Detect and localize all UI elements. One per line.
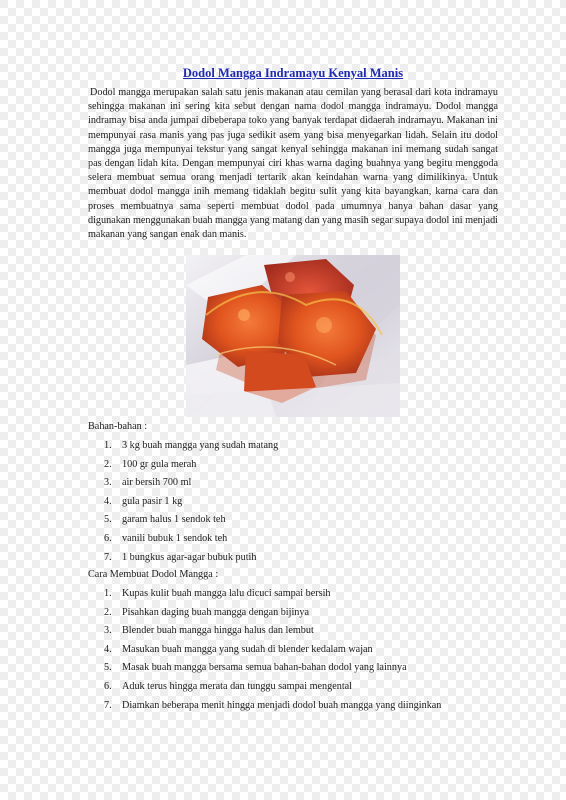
- list-item: 6. vanili bubuk 1 sendok teh: [104, 532, 228, 544]
- list-item: 5. garam halus 1 sendok teh: [104, 514, 226, 526]
- method-list: [104, 587, 441, 717]
- list-item: 3. air bersih 700 ml: [104, 477, 192, 489]
- list-item: 4. gula pasir 1 kg: [104, 495, 183, 507]
- page-title: Dodol Mangga Indramayu Kenyal Manis: [182, 66, 404, 80]
- method-heading: Cara Membuat Dodol Mangga :: [88, 569, 219, 580]
- list-item: 4. Masukan buah mangga yang sudah di blender kedalam wajan: [104, 643, 373, 655]
- dodol-mangga-photo: [186, 255, 400, 417]
- list-item: 7. Diamkan beberapa menit hingga menjadi dodol buah mangga yang diinginkan: [104, 699, 442, 711]
- ingredients-heading: Bahan-bahan :: [88, 421, 148, 432]
- list-item: 5. Masak buah mangga bersama semua bahan-bahan dodol yang lainnya: [104, 662, 407, 674]
- list-item: 2. Pisahkan daging buah mangga dengan bijinya: [104, 606, 310, 618]
- intro-paragraph: Dodol mangga merupakan salah satu jenis makanan atau cemilan yang berasal dari kota indramayu sehingga makanan ini sering kita sebut dengan nama dodol mangga indramayu. Dodol mangga indramay bisa anda jumpai dibeberapa toko yang banyak terdapat didaerah indramayu. Makanan ini mempunyai rasa manis yang pas juga sedikit asem yang bisa menyegarkan lidah. Selain itu dodol mangga juga mempunyai tekstur yang sangat kenyal sehingga makanan ini memang sudah sangat pas dengan lidah kita. Dengan mempunyai ciri khas warna daging buahnya yang begitu menggoda selera membuat semua orang menjadi tertarik akan keindahan warna yang dimilikinya. Untuk membuat dodol mangga inih memang tidaklah begitu sulit yang kita bayangkan, karna cara dan proses membuatnya sama seperti membuat dodol pada umumnya hanya bahan dasar yang digunakan menggunakan buah mangga yang matang dan yang masih segar supaya dodol ini menjadi makanan yang sangan enak dan manis.: [88, 87, 498, 241]
- list-item: 6. Aduk terus hingga merata dan tunggu sampai mengental: [104, 680, 353, 692]
- list-item: 2. 100 gr gula merah: [104, 458, 197, 470]
- ingredients-list: [104, 439, 278, 569]
- list-item: 1. 3 kg buah mangga yang sudah matang: [104, 440, 279, 451]
- list-item: 7. 1 bungkus agar-agar bubuk putih: [104, 551, 257, 563]
- list-item: 3. Blender buah mangga hingga halus dan lembut: [104, 625, 314, 637]
- list-item: 1. Kupas kulit buah mangga lalu dicuci sampai bersih: [104, 588, 331, 599]
